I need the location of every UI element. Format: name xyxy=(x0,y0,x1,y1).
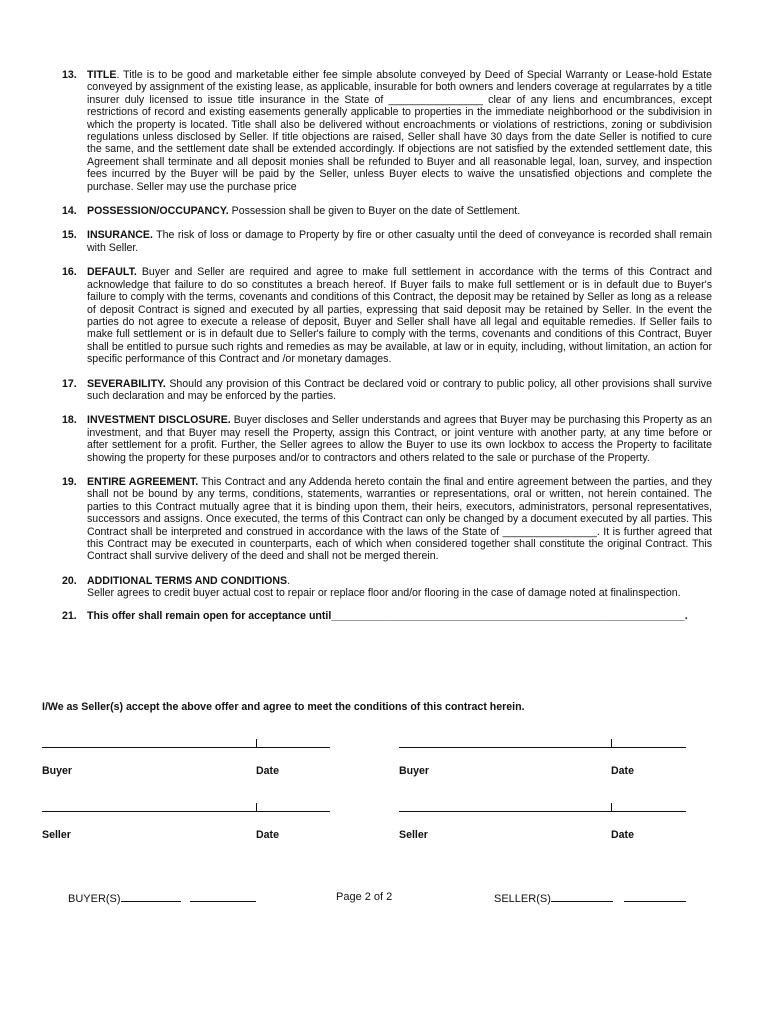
seller-initial-blank-1[interactable] xyxy=(551,891,613,902)
clause-19 xyxy=(62,476,712,563)
clause-heading: SEVERABILITY. xyxy=(87,377,166,390)
clause-heading: INSURANCE. xyxy=(87,229,153,242)
clause-20 xyxy=(62,575,712,600)
buyer-label: Buyer xyxy=(399,765,430,777)
seller-signature-line-right[interactable] xyxy=(399,811,686,812)
clause-text: Should any provision of this Contract be declared void or contrary to public policy, all other provisions shall survive such declaration and may be enforced by the parties. xyxy=(87,377,712,402)
buyer-initial-blank-1[interactable] xyxy=(121,891,181,902)
buyer-label: Buyer xyxy=(42,765,73,777)
buyer-signature-line-left[interactable] xyxy=(42,747,330,748)
page-number: Page 2 of 2 xyxy=(336,891,393,903)
clause-number: 13. xyxy=(62,69,77,81)
clause-text: Buyer and Seller are required and agree to make full settlement in accordance with the terms of this Contract and acknowledge that failure to do so constitutes a breach hereof. If Buyer fails to make full settlement or is in default due to Buyer's failure to comply with the terms, covenants and conditions of this Contract, the deposit may be retained by Seller as long as a release of deposit Contract is signed and executed by all parties, expressing that said deposit may be retained by Seller. In the event the parties do not agree to execute a release of deposit, Buyer and Seller shall have all legal and equitable remedies. If Seller fails to make full settlement or is in default due to Seller's failure to comply with the terms, covenants and conditions of this Contract, Buyer shall be entitled to pursue such rights and remedies as may be available, at law or in equity, including, without limitation, an action for specific performance of this Contract and /or monetary damages. xyxy=(87,266,712,366)
clause-18 xyxy=(62,414,712,464)
clause-text: Possession shall be given to Buyer on the date of Settlement. xyxy=(231,205,521,218)
clause-17 xyxy=(62,378,712,403)
clause-text: This offer shall remain open for acceptance until____________________________________________________________. xyxy=(87,609,688,622)
clause-13 xyxy=(62,69,712,193)
clause-text: This Contract and any Addenda hereto contain the final and entire agreement between the parties, and they shall not be bound by any terms, conditions, statements, warranties or representations, oral or written, not herein contained. The parties to this Contract mutually agree that it is binding upon them, their heirs, executors, administrators, personal representatives, successors and assigns. Once executed, the terms of this Contract can only be changed by a document executed by all parties. This Contract shall be interpreted and construed in accordance with the laws of the State of ________________. It is further agreed that this Contract may be executed in counterparts, each of which when considered together shall constitute the original Contract. This Contract shall survive delivery of the deed and shall not be merged therein. xyxy=(87,475,712,563)
clause-body xyxy=(87,69,712,193)
clause-body xyxy=(87,575,712,600)
buyer-initials xyxy=(68,891,256,905)
clause-text: The risk of loss or damage to Property by fire or other casualty until the deed of conveyance is recorded shall remain with Seller. xyxy=(87,229,712,254)
clause-body xyxy=(87,476,712,563)
clause-heading: ENTIRE AGREEMENT. xyxy=(87,475,199,488)
clause-body xyxy=(87,414,712,464)
signature-date-divider xyxy=(256,739,257,748)
clause-number: 19. xyxy=(62,475,77,488)
signature-date-divider xyxy=(256,803,257,812)
clause-number: 16. xyxy=(62,266,77,279)
clause-separator: . xyxy=(116,69,124,81)
seller-acceptance-statement: I/We as Seller(s) accept the above offer and agree to meet the conditions of this contract herein. xyxy=(42,701,525,713)
clause-number: 17. xyxy=(62,377,77,390)
signature-date-divider xyxy=(611,803,612,812)
clause-number: 21. xyxy=(62,609,77,622)
seller-label: Seller xyxy=(42,829,71,841)
clause-number: 15. xyxy=(62,229,77,242)
clause-body xyxy=(87,205,712,217)
date-label: Date xyxy=(611,765,634,777)
seller-label: Seller xyxy=(399,829,428,841)
clause-heading: INVESTMENT DISCLOSURE. xyxy=(87,414,231,427)
clause-separator: . xyxy=(287,574,291,587)
clause-16 xyxy=(62,266,712,365)
clause-text: Seller agrees to credit buyer actual cost to repair or replace floor and/or flooring in the case of damage noted at finalinspection. xyxy=(87,587,681,600)
clause-14 xyxy=(62,205,712,217)
seller-initial-blank-2[interactable] xyxy=(624,891,686,902)
clause-body xyxy=(87,266,712,365)
clause-body xyxy=(87,229,712,254)
clause-number: 20. xyxy=(62,574,77,587)
signature-date-divider xyxy=(611,739,612,748)
buyers-label: BUYER(S) xyxy=(68,893,121,905)
clause-15 xyxy=(62,229,712,254)
clause-heading: TITLE xyxy=(87,69,117,81)
buyer-signature-line-right[interactable] xyxy=(399,747,686,748)
clause-heading: ADDITIONAL TERMS AND CONDITIONS xyxy=(87,574,288,587)
clause-number: 14. xyxy=(62,205,77,218)
clause-text: Title is to be good and marketable either fee simple absolute conveyed by Deed of Special Warranty or Lease-hold Estate conveyed by assignment of the existing lease, as applicable, insurable for both owners and lenders coverage at regularrates by a title insurer duly licensed to issue title insurance in the State of ________________ clear of any liens and encumbrances, except restrictions of record and existing easements generally applicable to properties in the immediate neighborhood or the subdivision in which the property is located. Title shall also be delivered without encroachments or violations of restrictions, zoning or subdivision regulations unless disclosed by Seller. If title objections are raised, Seller shall have 30 days from the date Seller is notified to cure the same, and the settlement date shall be extended accordingly. If objections are not satisfied by the extended settlement date, this Agreement shall terminate and all deposit monies shall be refunded to Buyer and all reasonable legal, loan, survey, and inspection fees incurred by the Buyer will be paid by the Seller, unless Buyer elects to waive the unsatisfied objections and complete the purchase. Seller may use the purchase price xyxy=(87,69,712,193)
clause-text: Buyer discloses and Seller understands and agrees that Buyer may be purchasing this Property as an investment, and that Buyer may resell the Property, assign this Contract, or joint venture with another party, at any time before or after settlement for a profit. Further, the Seller agrees to allow the Buyer to use its own lockbox to access the Property to facilitate showing the property for these purposes and/or to contractors and others related to the sale or purchase of the Property. xyxy=(87,414,712,464)
sellers-label: SELLER(S) xyxy=(494,893,551,905)
seller-initials xyxy=(494,891,686,905)
clause-heading: POSSESSION/OCCUPANCY. xyxy=(87,205,229,218)
date-label: Date xyxy=(256,765,279,777)
clause-number: 18. xyxy=(62,414,77,427)
seller-signature-line-left[interactable] xyxy=(42,811,330,812)
clause-21 xyxy=(62,610,712,622)
buyer-initial-blank-2[interactable] xyxy=(190,891,256,902)
date-label: Date xyxy=(256,829,279,841)
clause-body xyxy=(87,378,712,403)
clause-heading: DEFAULT. xyxy=(87,266,137,279)
clauses-list xyxy=(62,69,712,634)
date-label: Date xyxy=(611,829,634,841)
